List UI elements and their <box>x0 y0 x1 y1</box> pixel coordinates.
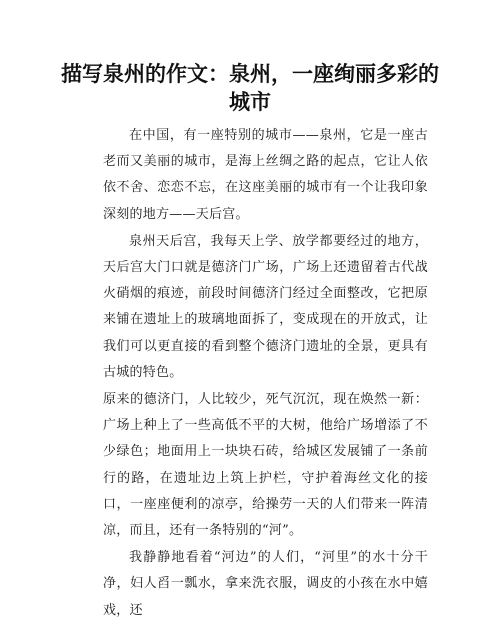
paragraph-tianhou-temple: 泉州天后宫，我每天上学、放学都要经过的地方，天后宫大门口就是德济门广场，广场上还遗留着古代战火硝烟的痕迹，前段时间德济门经过全面整改，它把原来铺在遗址上的玻璃地面拆了，变成现在的开放式，让我们可以更直接的看到整个德济门遗址的全景，更具有古城的特色。 <box>103 233 428 380</box>
paragraph-river: 我静静地看着“河边”的人们，“河里”的水十分干净，妇人舀一瓢水，拿来洗衣服，调皮的小孩在水中嬉戏，还 <box>103 550 428 618</box>
paragraph-deji-gate: 原来的德济门，人比较少，死气沉沉，现在焕然一新：广场上种上了一些高低不平的大树，他给广场增添了不少绿色；地面用上一块块石砖，给城区发展铺了一条前行的路，在遗址边上筑上护栏，守护着海丝文化的接口，一座座便利的凉亭，给操劳一天的人们带来一阵清凉，而且，还有一条特别的“河”。 <box>103 392 428 539</box>
document-title: 描写泉州的作文：泉州，一座绚丽多彩的城市 <box>61 61 439 114</box>
paragraph-intro: 在中国，有一座特别的城市——泉州，它是一座古老而又美丽的城市，是海上丝绸之路的起点，它让人依依不舍、恋恋不忘，在这座美丽的城市有一个让我印象深刻的地方——天后宫。 <box>103 128 428 222</box>
document-body <box>103 123 428 625</box>
